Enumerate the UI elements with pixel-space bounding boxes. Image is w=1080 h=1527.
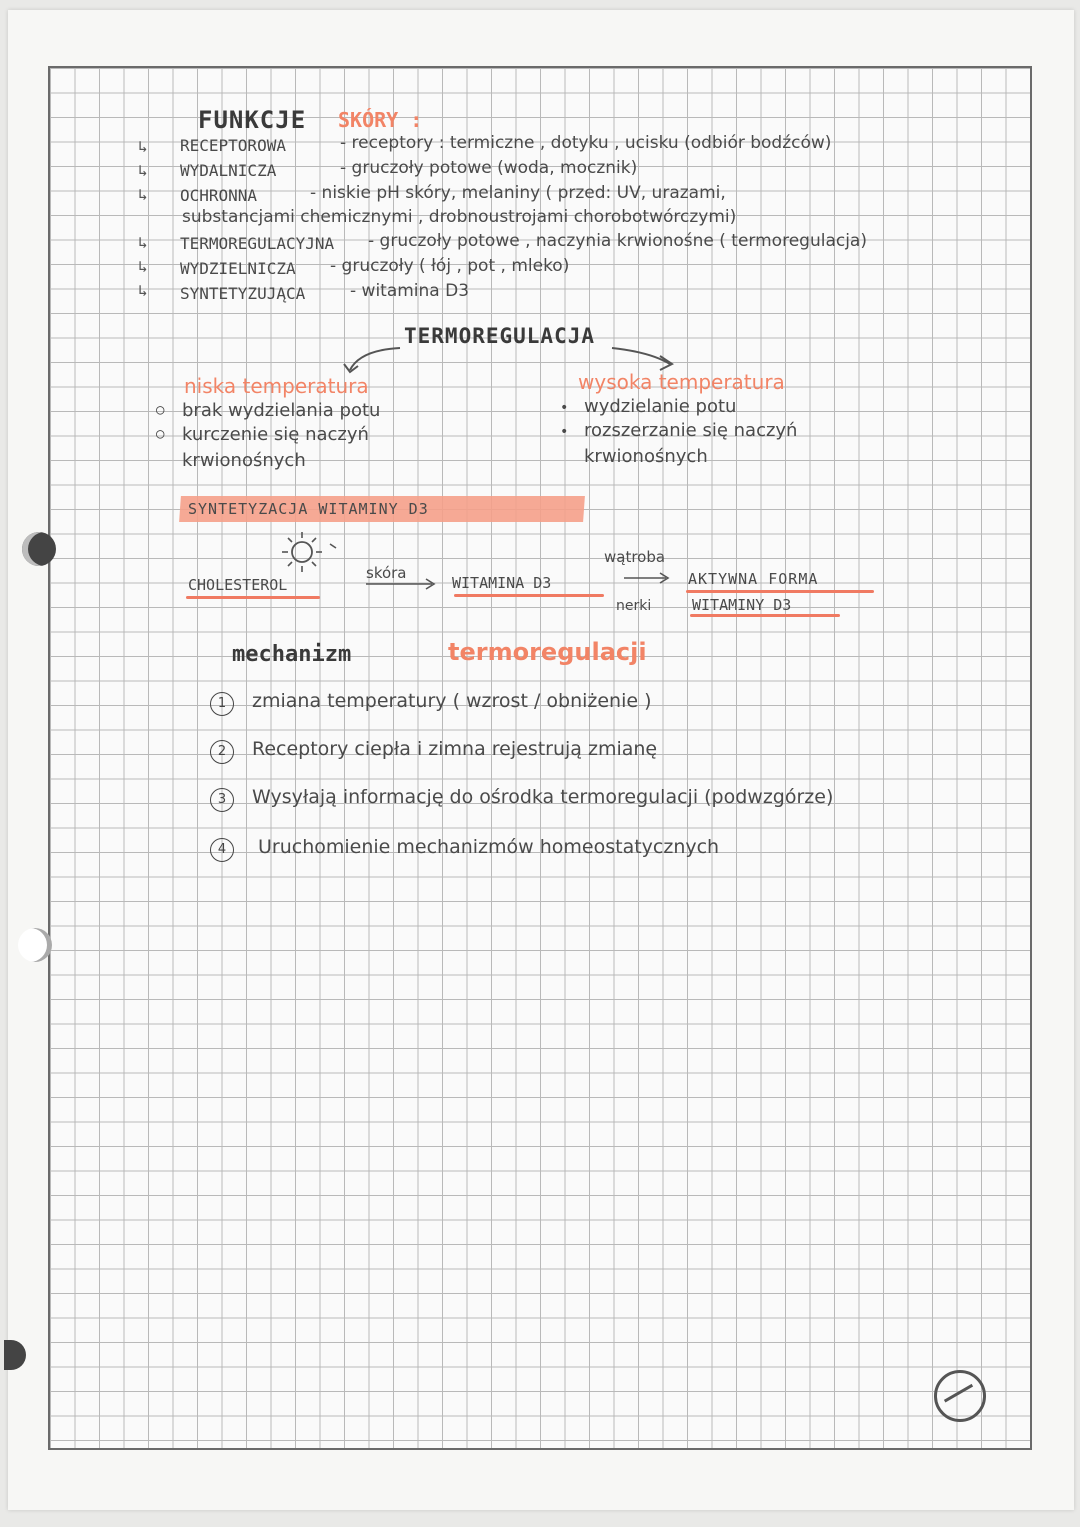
underline: [186, 596, 320, 599]
funkcja-desc: - witamina D3: [350, 281, 470, 301]
skory-title: SKÓRY :: [338, 108, 423, 132]
funkcja-desc: - gruczoły potowe (woda, mocznik): [340, 158, 638, 178]
funkcje-title: FUNKCJE: [198, 106, 307, 134]
step-number: 1: [210, 692, 234, 716]
sun-icon: [276, 530, 346, 574]
wysoka-item: krwionośnych: [584, 446, 708, 467]
synteza-banner: SYNTETYZACJA WITAMINY D3: [188, 500, 429, 518]
arrow-bullet-icon: ↳: [138, 257, 148, 276]
underline: [690, 614, 840, 617]
mechanizm-title: mechanizm: [232, 642, 352, 667]
funkcja-desc: - niskie pH skóry, melaniny ( przed: UV, urazami,: [310, 183, 726, 203]
underline: [454, 594, 604, 597]
step-text: Uruchomienie mechanizmów homeostatycznych: [258, 836, 720, 858]
underline: [686, 590, 874, 593]
punch-hole: [22, 532, 56, 566]
funkcja-desc: - gruczoły potowe , naczynia krwionośne ( termoregulacja): [368, 231, 867, 251]
cholesterol-label: CHOLESTEROL: [188, 576, 288, 594]
arrow-right-icon: [620, 570, 676, 586]
step-text: Wysyłają informację do ośrodka termoregulacji (podwzgórze): [252, 786, 834, 808]
step-text: Receptory ciepła i zimna rejestrują zmianę: [252, 738, 658, 760]
wysoka-item: wydzielanie potu: [584, 396, 737, 417]
funkcja-label: SYNTETYZUJĄCA: [180, 284, 306, 303]
arrow-bullet-icon: ↳: [138, 185, 148, 204]
funkcja-label: WYDALNICZA: [180, 161, 277, 180]
step-number: 3: [210, 788, 234, 812]
aktywna-label: AKTYWNA FORMA: [688, 570, 819, 588]
punch-hole: [18, 928, 52, 962]
arrow-bullet-icon: ↳: [138, 233, 148, 252]
nerki-label: nerki: [616, 598, 652, 614]
arrow-bullet-icon: ↳: [138, 137, 148, 156]
wysoka-item: rozszerzanie się naczyń: [584, 420, 798, 441]
logo-icon: [934, 1370, 986, 1422]
step-number: 4: [210, 838, 234, 862]
funkcja-label: RECEPTOROWA: [180, 136, 286, 155]
funkcja-label: OCHRONNA: [180, 186, 258, 205]
witamina-label: WITAMINA D3: [452, 574, 552, 592]
circle-bullet-icon: ○: [156, 426, 165, 442]
wysoka-heading: wysoka temperatura: [578, 370, 785, 394]
circle-bullet-icon: •: [560, 400, 569, 416]
niska-item: kurczenie się naczyń: [182, 424, 369, 445]
funkcja-desc: substancjami chemicznymi , drobnoustrojami chorobotwórczymi): [182, 207, 737, 227]
arrow-right-icon: [364, 576, 440, 592]
funkcja-label: WYDZIELNICZA: [180, 259, 296, 278]
skora-label: skóra: [366, 564, 407, 582]
arrow-bullet-icon: ↳: [138, 281, 148, 300]
aktywna-label-2: WITAMINY D3: [692, 596, 792, 614]
termoregulacji-title: termoregulacji: [448, 638, 647, 666]
funkcja-label: TERMOREGULACYJNA: [180, 234, 335, 253]
niska-heading: niska temperatura: [184, 374, 369, 398]
niska-item: brak wydzielania potu: [182, 400, 381, 421]
step-number: 2: [210, 740, 234, 764]
funkcja-desc: - gruczoły ( łój , pot , mleko): [330, 256, 570, 276]
termoregulacja-title: TERMOREGULACJA: [404, 324, 596, 348]
arrow-bullet-icon: ↳: [138, 161, 148, 180]
niska-item: krwionośnych: [182, 450, 306, 471]
step-text: zmiana temperatury ( wzrost / obniżenie ): [252, 690, 652, 712]
funkcja-desc: - receptory : termiczne , dotyku , ucisku (odbiór bodźców): [340, 133, 832, 153]
circle-bullet-icon: ○: [156, 402, 165, 418]
watroba-label: wątroba: [604, 548, 666, 566]
circle-bullet-icon: •: [560, 424, 569, 440]
